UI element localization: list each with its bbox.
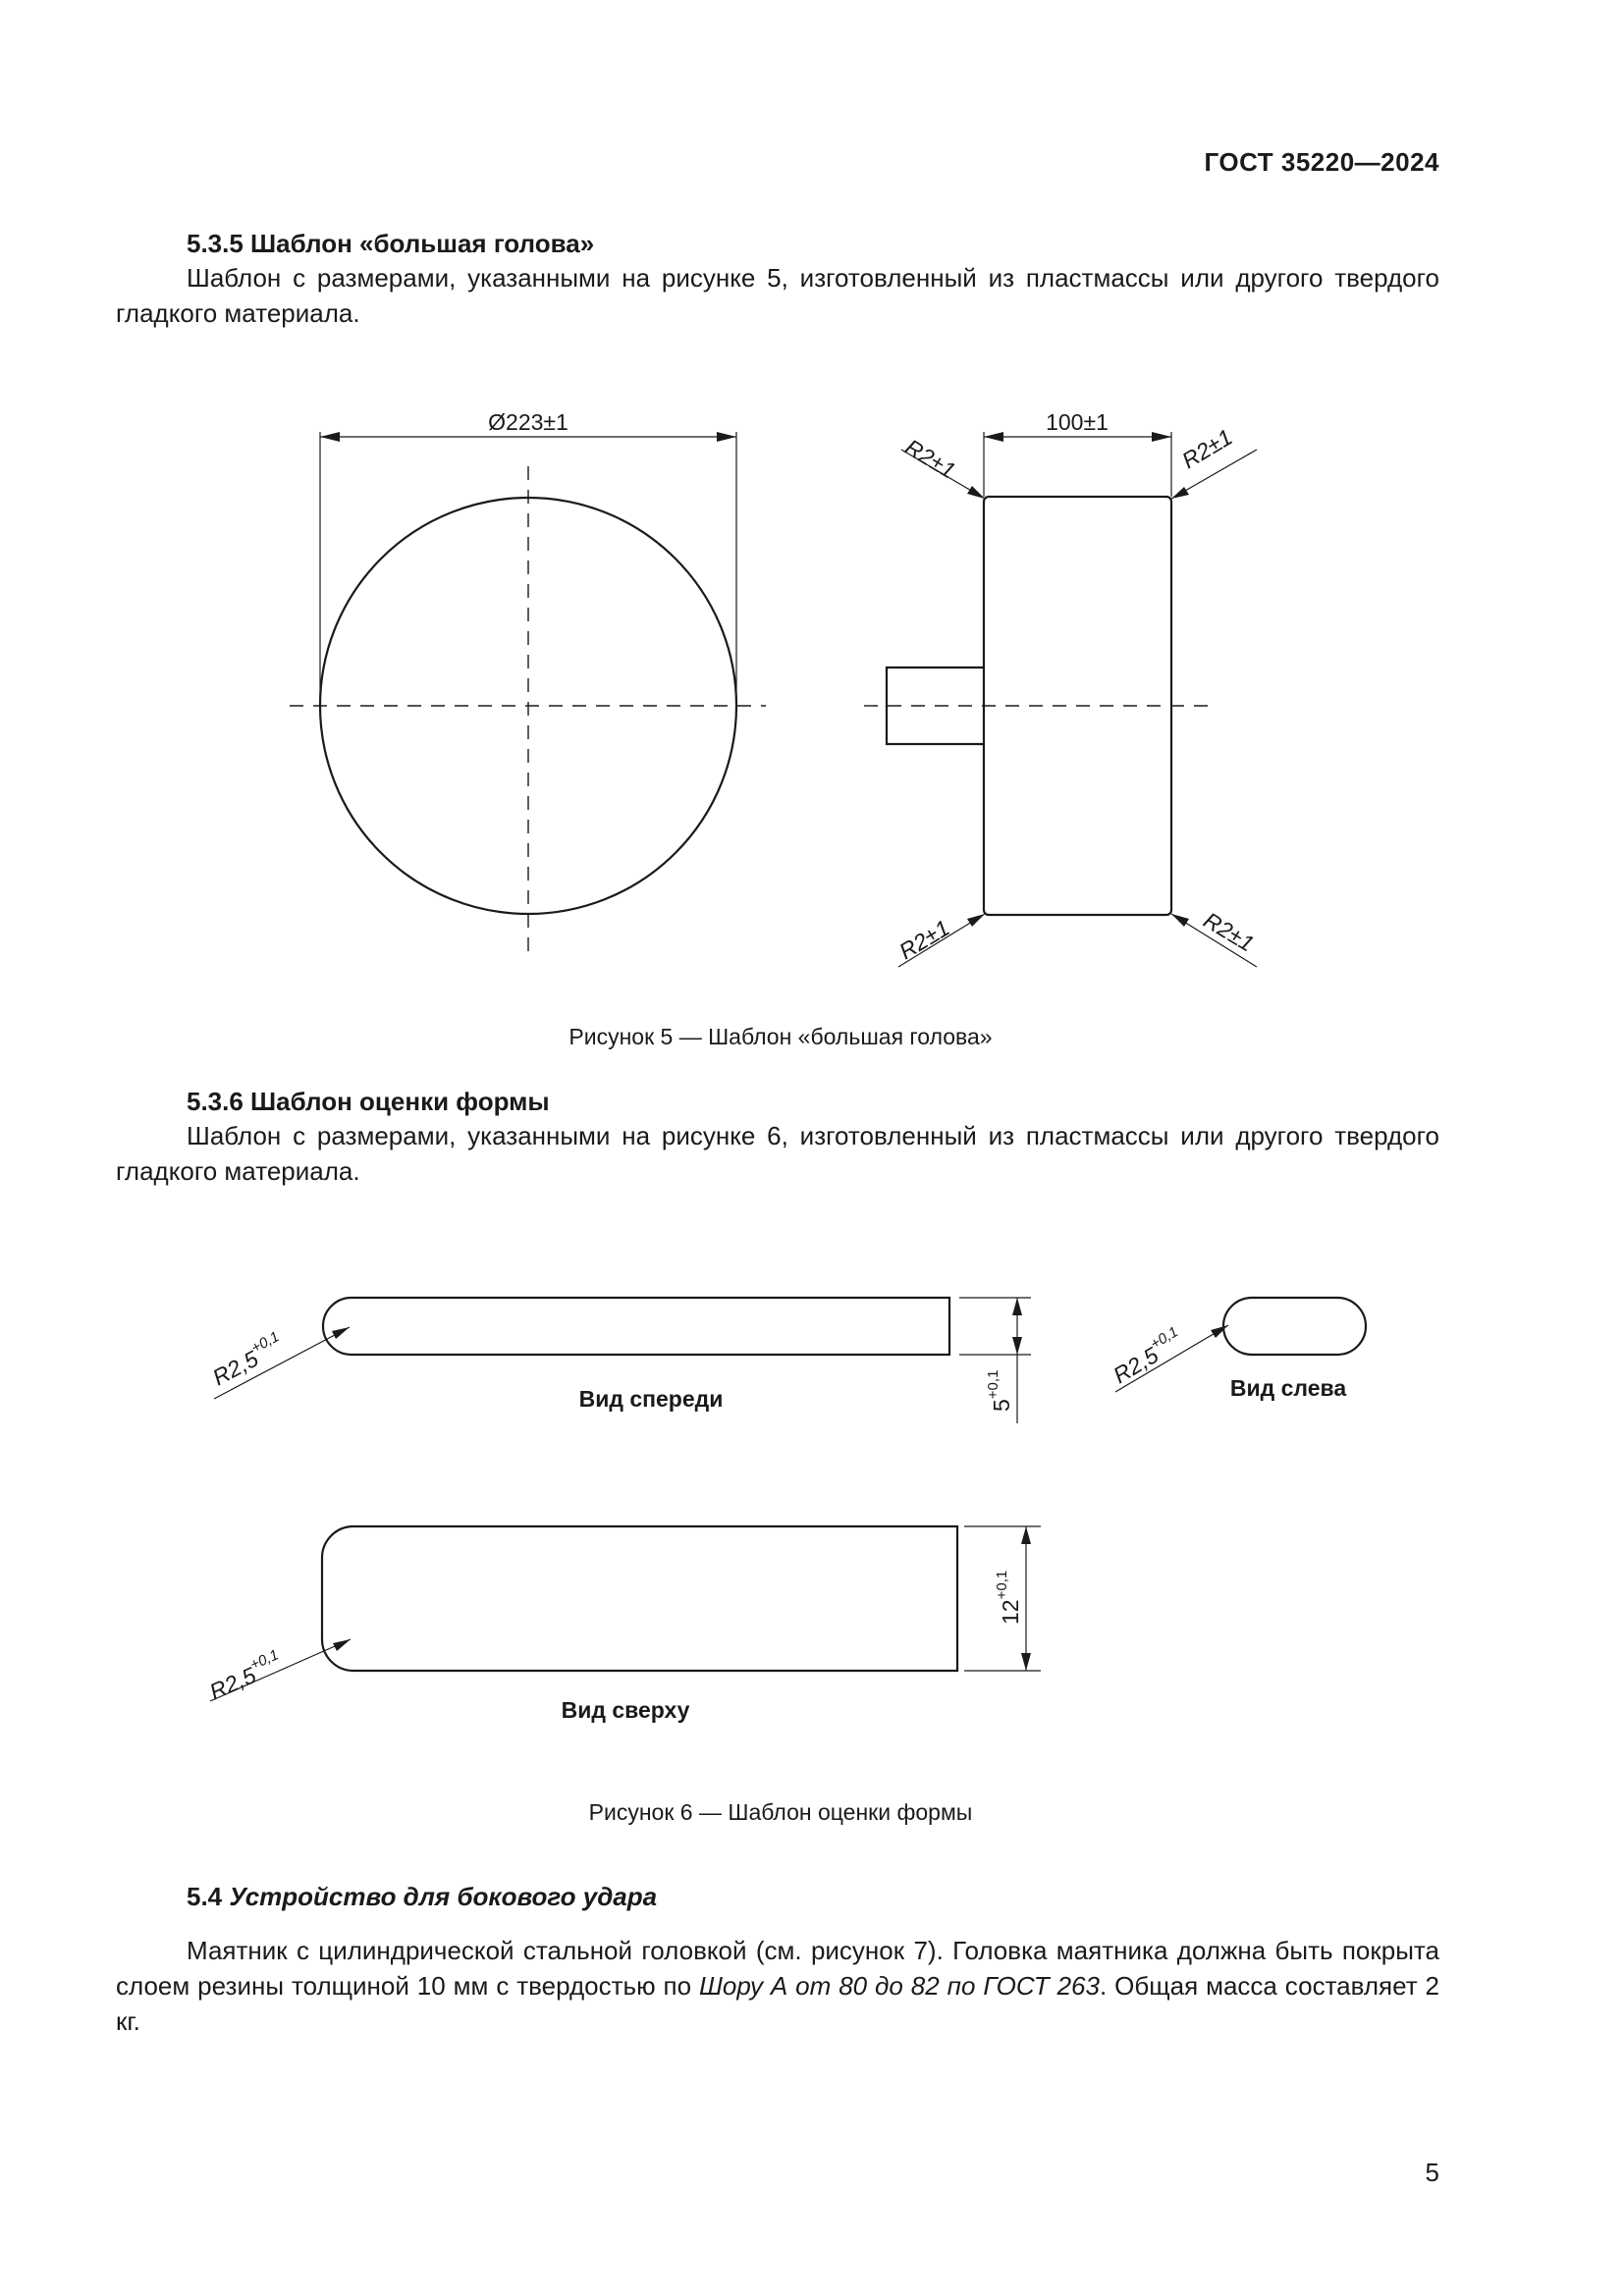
radius-label-top-left: R2±1 [900,433,960,484]
radius-label-left: $R2,5^{+0,1}$ [1109,1323,1181,1389]
radius-label-top-right: R2±1 [1177,423,1237,474]
figure-6-caption: Рисунок 6 — Шаблон оценки формы [588,1799,973,1825]
section-paragraph-5-3-6: Шаблон с размерами, указанными на рисунке 6, изготовленный из пластмассы или другого твердого гладкого материала. [116,1121,1439,1186]
radius-label-top: $R2,5^{+0,1}$ [205,1646,282,1705]
width-label-fig6: $12^{+0,1}$ [994,1570,1023,1625]
view-front-label: Вид спереди [578,1386,724,1412]
radius-label-front: $R2,5^{+0,1}$ [208,1328,283,1391]
section-title: Устройство для бокового удара [229,1882,658,1911]
view-top-label: Вид сверху [561,1697,690,1723]
document-number: ГОСТ 35220—2024 [1204,147,1439,177]
thickness-label: $5^{+0,1}$ [985,1369,1014,1412]
radius-label-bottom-right: R2±1 [1199,906,1259,957]
front-view-shape [323,1298,949,1355]
section-heading-5-3-5: 5.3.5 Шаблон «большая голова» [187,229,595,258]
diameter-label: Ø223±1 [488,409,568,435]
width-label: 100±1 [1046,409,1109,435]
section-heading-5-4 [187,1882,657,1912]
section-paragraph-5-3-5: Шаблон с размерами, указанными на рисунке 5, изготовленный из пластмассы или другого твердого гладкого материала. [116,263,1439,328]
section-paragraph-5-4: Маятник с цилиндрической стальной головкой (см. рисунок 7). Головка маятника должна быть покрыта слоем резины толщиной 10 мм с твердостью по Шору А от 80 до 82 по ГОСТ 263. Общая масса составляет 2 кг. [116,1936,1439,2036]
view-left-label: Вид слева [1229,1375,1347,1401]
section-number: 5.4 [187,1882,223,1911]
top-view-shape [322,1526,957,1671]
left-view-shape [1223,1298,1366,1355]
figure-5-caption: Рисунок 5 — Шаблон «большая голова» [568,1024,993,1049]
page-number: 5 [1425,2158,1439,2187]
radius-label-bottom-left: R2±1 [894,914,954,965]
section-heading-5-3-6: 5.3.6 Шаблон оценки формы [187,1087,550,1116]
